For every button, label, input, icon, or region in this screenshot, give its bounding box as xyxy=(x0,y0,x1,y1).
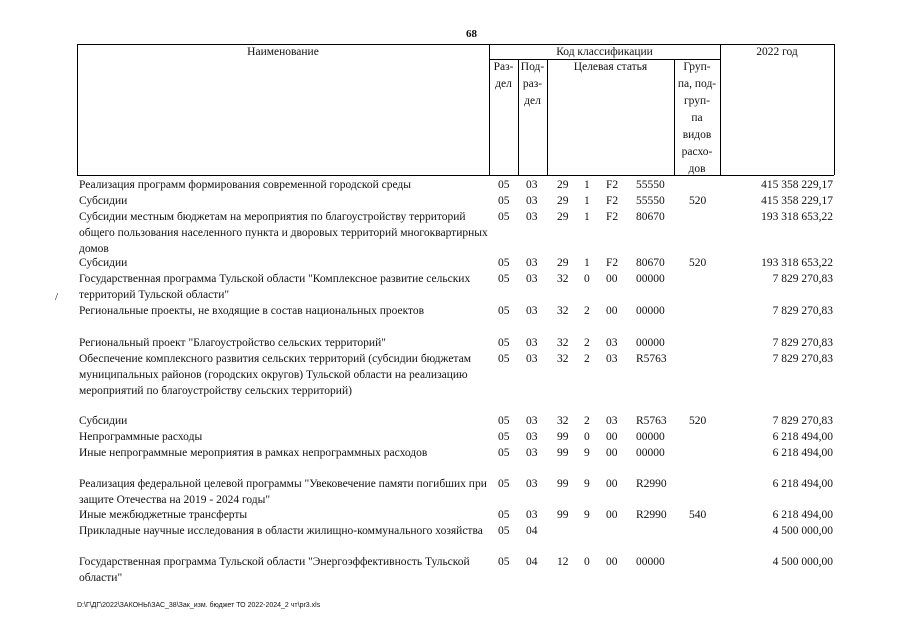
row-direction-code: 55550 xyxy=(636,179,665,191)
row-event-code: F2 xyxy=(606,257,619,269)
row-razdel: 05 xyxy=(498,353,510,365)
row-program-code: 32 xyxy=(557,353,569,365)
row-event-code: 03 xyxy=(606,337,618,349)
row-razdel: 05 xyxy=(498,478,510,490)
row-expense-group: 540 xyxy=(689,509,707,521)
row-name: Субсидии xyxy=(79,195,128,207)
row-name: Региональные проекты, не входящие в состав национальных проектов xyxy=(79,305,425,317)
row-direction-code: R2990 xyxy=(636,478,667,490)
row-amount: 415 358 229,17 xyxy=(761,195,833,207)
row-razdel: 05 xyxy=(498,447,510,459)
row-event-code: 03 xyxy=(606,353,618,365)
row-program-code: 32 xyxy=(557,415,569,427)
row-amount: 6 218 494,00 xyxy=(772,478,833,490)
row-program-code: 99 xyxy=(557,447,569,459)
row-expense-group: 520 xyxy=(689,195,707,207)
row-subprogram-code: 9 xyxy=(584,509,590,521)
row-program-code: 29 xyxy=(557,257,569,269)
row-subprogram-code: 9 xyxy=(584,447,590,459)
row-event-code: 00 xyxy=(606,305,618,317)
row-program-code: 29 xyxy=(557,179,569,191)
row-amount: 6 218 494,00 xyxy=(772,447,833,459)
row-event-code: F2 xyxy=(606,211,619,223)
row-subprogram-code: 2 xyxy=(584,337,590,349)
row-podrazdel: 03 xyxy=(526,257,538,269)
row-name: Региональный проект "Благоустройство сельских территорий" xyxy=(79,337,386,349)
row-subprogram-code: 0 xyxy=(584,431,590,443)
row-podrazdel: 03 xyxy=(526,447,538,459)
row-razdel: 05 xyxy=(498,257,510,269)
row-subprogram-code: 0 xyxy=(584,273,590,285)
row-event-code: F2 xyxy=(606,195,619,207)
row-expense-group: 520 xyxy=(689,257,707,269)
row-subprogram-code: 1 xyxy=(584,257,590,269)
row-direction-code: 55550 xyxy=(636,195,665,207)
row-razdel: 05 xyxy=(498,415,510,427)
header-classification-code: Код классификации xyxy=(556,46,653,58)
row-podrazdel: 03 xyxy=(526,305,538,317)
row-podrazdel: 03 xyxy=(526,211,538,223)
row-event-code: F2 xyxy=(606,179,619,191)
row-name: Государственная программа Тульской области "Комплексное развитие сельских территорий Тульской области" xyxy=(79,273,471,301)
margin-mark: / xyxy=(55,291,59,303)
row-name: Обеспечение комплексного развития сельских территорий (субсидии бюджетам муниципальных районов (городских округов) Тульской области на реализацию мероприятий по благоустройству сельских территорий) xyxy=(79,353,471,397)
row-subprogram-code: 2 xyxy=(584,353,590,365)
row-name: Государственная программа Тульской области "Энергоэффективность Тульской области" xyxy=(79,556,470,584)
row-program-code: 99 xyxy=(557,478,569,490)
header-target-article: Целевая статья xyxy=(573,61,648,73)
row-subprogram-code: 0 xyxy=(584,556,590,568)
row-subprogram-code: 9 xyxy=(584,478,590,490)
row-direction-code: R5763 xyxy=(636,353,667,365)
row-event-code: 03 xyxy=(606,415,618,427)
row-amount: 7 829 270,83 xyxy=(772,337,833,349)
header-razdel: Раз- дел xyxy=(493,61,514,90)
row-direction-code: R2990 xyxy=(636,509,667,521)
header-podrazdel: Под- раз- дел xyxy=(520,61,545,107)
row-program-code: 12 xyxy=(557,556,569,568)
row-razdel: 05 xyxy=(498,337,510,349)
row-subprogram-code: 1 xyxy=(584,211,590,223)
row-amount: 193 318 653,22 xyxy=(761,257,833,269)
row-direction-code: 00000 xyxy=(636,337,665,349)
row-direction-code: R5763 xyxy=(636,415,667,427)
row-amount: 4 500 000,00 xyxy=(772,556,833,568)
row-direction-code: 80670 xyxy=(636,257,665,269)
row-podrazdel: 03 xyxy=(526,353,538,365)
row-podrazdel: 03 xyxy=(526,337,538,349)
row-event-code: 00 xyxy=(606,431,618,443)
row-amount: 7 829 270,83 xyxy=(772,305,833,317)
row-direction-code: 80670 xyxy=(636,211,665,223)
row-program-code: 29 xyxy=(557,195,569,207)
header-year: 2022 год xyxy=(756,46,798,58)
row-razdel: 05 xyxy=(498,211,510,223)
row-razdel: 05 xyxy=(498,195,510,207)
row-name: Иные непрограммные мероприятия в рамках непрограммных расходов xyxy=(79,447,428,459)
row-direction-code: 00000 xyxy=(636,431,665,443)
row-program-code: 32 xyxy=(557,337,569,349)
row-podrazdel: 03 xyxy=(526,195,538,207)
row-podrazdel: 03 xyxy=(526,179,538,191)
table-header xyxy=(77,44,834,175)
row-name: Непрограммные расходы xyxy=(79,431,203,443)
header-expense-group: Груп- па, под- груп- па видов расхо- дов xyxy=(677,61,717,175)
row-subprogram-code: 1 xyxy=(584,179,590,191)
row-direction-code: 00000 xyxy=(636,556,665,568)
row-direction-code: 00000 xyxy=(636,447,665,459)
row-event-code: 00 xyxy=(606,447,618,459)
row-expense-group: 520 xyxy=(689,415,707,427)
row-event-code: 00 xyxy=(606,556,618,568)
row-program-code: 32 xyxy=(557,305,569,317)
row-program-code: 29 xyxy=(557,211,569,223)
header-name: Наименование xyxy=(247,46,319,58)
row-podrazdel: 03 xyxy=(526,431,538,443)
row-podrazdel: 03 xyxy=(526,478,538,490)
row-name: Реализация федеральной целевой программы "Увековечение памяти погибших при защите Отечества на 2019 - 2024 годы" xyxy=(79,478,487,506)
row-amount: 7 829 270,83 xyxy=(772,273,833,285)
row-name: Субсидии xyxy=(79,257,128,269)
row-razdel: 05 xyxy=(498,179,510,191)
row-direction-code: 00000 xyxy=(636,273,665,285)
row-name: Субсидии местным бюджетам на мероприятия по благоустройству территорий общего пользования населенного пункта и дворовых территорий многоквартирных домов xyxy=(79,211,488,255)
row-amount: 7 829 270,83 xyxy=(772,415,833,427)
row-amount: 6 218 494,00 xyxy=(772,431,833,443)
row-subprogram-code: 1 xyxy=(584,195,590,207)
row-podrazdel: 03 xyxy=(526,415,538,427)
row-amount: 6 218 494,00 xyxy=(772,509,833,521)
row-razdel: 05 xyxy=(498,509,510,521)
row-program-code: 99 xyxy=(557,431,569,443)
row-event-code: 00 xyxy=(606,273,618,285)
row-event-code: 00 xyxy=(606,509,618,521)
row-subprogram-code: 2 xyxy=(584,305,590,317)
row-podrazdel: 03 xyxy=(526,509,538,521)
row-program-code: 99 xyxy=(557,509,569,521)
row-event-code: 00 xyxy=(606,478,618,490)
row-podrazdel: 04 xyxy=(526,556,538,568)
row-podrazdel: 03 xyxy=(526,273,538,285)
row-razdel: 05 xyxy=(498,525,510,537)
row-razdel: 05 xyxy=(498,556,510,568)
row-program-code: 32 xyxy=(557,273,569,285)
row-name: Прикладные научные исследования в области жилищно-коммунального хозяйства xyxy=(79,525,483,537)
row-amount: 193 318 653,22 xyxy=(761,211,833,223)
row-amount: 415 358 229,17 xyxy=(761,179,833,191)
row-subprogram-code: 2 xyxy=(584,415,590,427)
file-path-footer: D:\Г\ДГ\2022\ЗАКОНЫ\ЗАС_38\Зак_изм. бюджет ТО 2022-2024_2 чт\pr3.xls xyxy=(77,602,321,609)
row-razdel: 05 xyxy=(498,305,510,317)
row-name: Иные межбюджетные трансферты xyxy=(79,509,248,521)
row-name: Субсидии xyxy=(79,415,128,427)
row-amount: 7 829 270,83 xyxy=(772,353,833,365)
row-direction-code: 00000 xyxy=(636,305,665,317)
row-amount: 4 500 000,00 xyxy=(772,525,833,537)
row-name: Реализация программ формирования современной городской среды xyxy=(79,179,412,191)
row-podrazdel: 04 xyxy=(526,525,538,537)
row-razdel: 05 xyxy=(498,431,510,443)
page-number: 68 xyxy=(466,28,477,40)
row-razdel: 05 xyxy=(498,273,510,285)
